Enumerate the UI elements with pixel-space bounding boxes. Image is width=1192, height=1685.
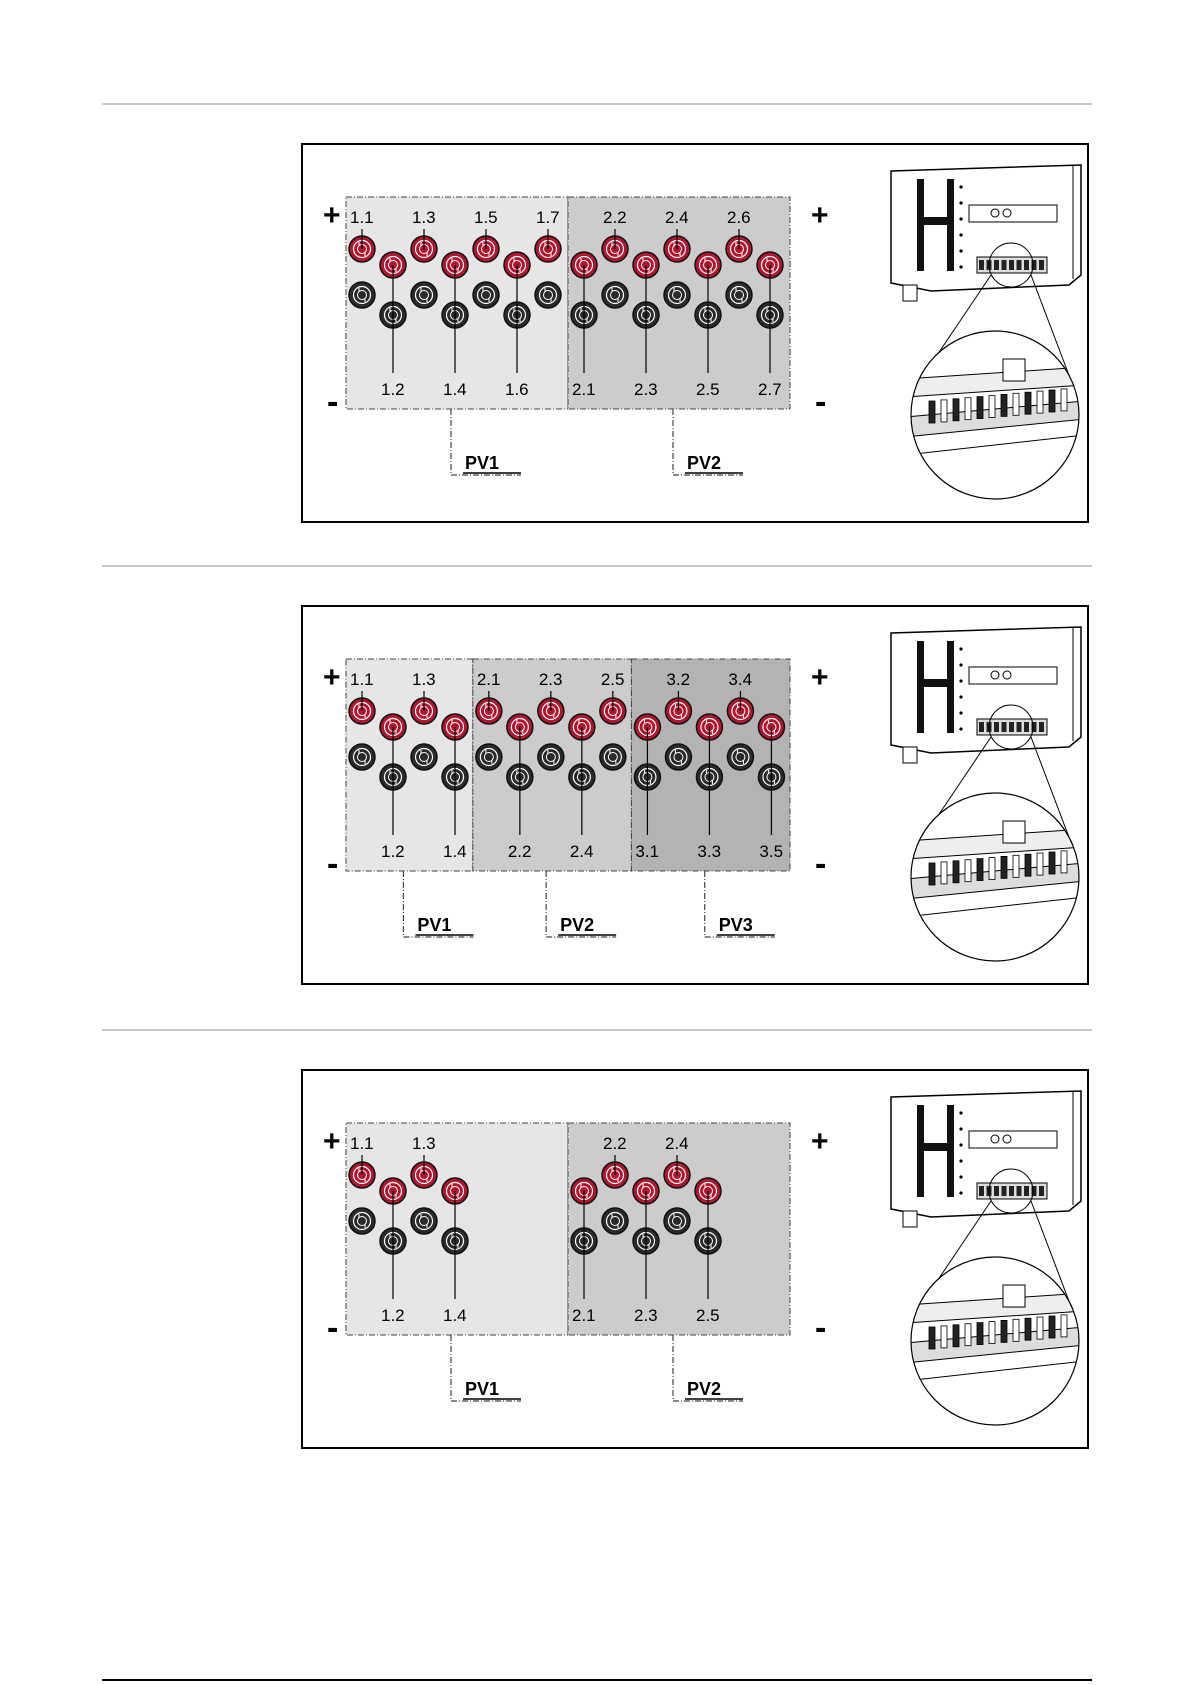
- minus-connector: [476, 744, 502, 770]
- connector-label: 2.5: [696, 380, 720, 399]
- minus-connector: [600, 744, 626, 770]
- connector-label: 3.5: [759, 842, 784, 861]
- connector-pair-3.4: [727, 670, 753, 770]
- minus-connector: [473, 282, 499, 308]
- connector-label: 2.5: [696, 1306, 720, 1325]
- display-panel: [969, 205, 1057, 222]
- connector-label: 2.3: [634, 380, 658, 399]
- connector-label: 1.2: [381, 380, 405, 399]
- minus-sign: -: [815, 845, 827, 883]
- connector-label: 2.1: [476, 670, 501, 689]
- connector-label: 2.1: [572, 380, 596, 399]
- minus-connector: [602, 1208, 628, 1234]
- connector-diagram-fig3: [303, 1071, 1087, 1447]
- zoomed-detail: [905, 787, 1085, 967]
- connector-label: 1.1: [350, 208, 374, 227]
- connector-pair-1.1: [349, 1134, 375, 1234]
- connector-label: 2.3: [538, 670, 563, 689]
- pv-label: PV1: [465, 1379, 500, 1399]
- pv-label: PV3: [718, 915, 753, 935]
- inverter-illustration: [891, 1091, 1085, 1431]
- connector-label: 1.6: [505, 380, 529, 399]
- figure-fig2: [301, 605, 1089, 985]
- connector-pair-2.6: [726, 208, 752, 308]
- connector-label: 3.2: [666, 670, 691, 689]
- connector-label: 2.5: [600, 670, 625, 689]
- connector-pair-2.2: [602, 1134, 628, 1234]
- minus-sign: -: [327, 383, 339, 421]
- plus-sign: +: [811, 661, 829, 694]
- group-pv1: [346, 659, 473, 937]
- minus-connector: [349, 1208, 375, 1234]
- plus-sign: +: [811, 1125, 829, 1158]
- connector-label: 1.4: [443, 1306, 467, 1325]
- minus-connector: [411, 744, 437, 770]
- connector-pair-1.3: [411, 670, 437, 770]
- mounting-foot: [903, 1211, 917, 1227]
- minus-connector: [349, 282, 375, 308]
- minus-sign: -: [815, 383, 827, 421]
- minus-connector: [665, 744, 691, 770]
- connector-label: 1.3: [412, 1134, 436, 1153]
- inverter-illustration: [891, 627, 1085, 967]
- connector-pair-1.7: [535, 208, 561, 308]
- connector-label: 2.4: [569, 842, 594, 861]
- plus-sign: +: [323, 661, 341, 694]
- connector-label: 3.4: [728, 670, 753, 689]
- group-pv1: [346, 1123, 568, 1401]
- section-divider-1: [102, 103, 1092, 105]
- connector-pair-2.1: [476, 670, 502, 770]
- pv-label: PV1: [465, 453, 500, 473]
- pv-label: PV2: [687, 453, 722, 473]
- group-pv2: [473, 659, 632, 937]
- connector-pair-2.4: [664, 208, 690, 308]
- connector-pair-2.5: [600, 670, 626, 770]
- figure-fig1: [301, 143, 1089, 523]
- group-pv2: [568, 197, 790, 475]
- inverter-illustration: [891, 165, 1085, 505]
- zoomed-detail: [905, 325, 1085, 505]
- plus-sign: +: [811, 199, 829, 232]
- connector-pair-1.1: [349, 208, 375, 308]
- minus-connector: [726, 282, 752, 308]
- group-pv3: [631, 659, 790, 937]
- connector-label: 3.3: [697, 842, 722, 861]
- connector-label: 3.1: [635, 842, 660, 861]
- connector-label: 2.2: [507, 842, 532, 861]
- group-pv2: [568, 1123, 790, 1401]
- minus-connector: [664, 282, 690, 308]
- connector-label: 1.7: [536, 208, 560, 227]
- cooling-fin: [917, 179, 924, 271]
- cooling-fin: [917, 1105, 924, 1197]
- connector-diagram-fig2: [303, 607, 1087, 983]
- display-panel: [969, 1131, 1057, 1148]
- connector-label: 1.4: [443, 380, 467, 399]
- minus-sign: -: [327, 1309, 339, 1347]
- connector-label: 2.6: [727, 208, 751, 227]
- connector-pair-1.3: [411, 1134, 437, 1234]
- minus-connector: [411, 1208, 437, 1234]
- pv-label: PV2: [560, 915, 595, 935]
- connector-pair-2.4: [664, 1134, 690, 1234]
- plus-sign: +: [323, 199, 341, 232]
- group-pv1: [346, 197, 568, 475]
- minus-sign: -: [815, 1309, 827, 1347]
- connector-label: 1.2: [381, 1306, 405, 1325]
- pv-label: PV2: [687, 1379, 722, 1399]
- minus-connector: [538, 744, 564, 770]
- connector-pair-1.1: [349, 670, 375, 770]
- connector-label: 2.1: [572, 1306, 596, 1325]
- pv-label: PV1: [417, 915, 452, 935]
- connector-label: 1.1: [350, 1134, 374, 1153]
- connector-label: 1.3: [412, 208, 436, 227]
- connector-label: 2.4: [665, 208, 689, 227]
- connector-label: 2.2: [603, 208, 627, 227]
- mounting-foot: [903, 285, 917, 301]
- connector-label: 2.7: [758, 380, 782, 399]
- connector-pair-1.5: [473, 208, 499, 308]
- mounting-foot: [903, 747, 917, 763]
- figure-fig3: [301, 1069, 1089, 1449]
- cooling-fin: [917, 641, 924, 733]
- connector-pair-2.2: [602, 208, 628, 308]
- minus-connector: [602, 282, 628, 308]
- connector-label: 1.4: [443, 842, 467, 861]
- connector-label: 2.2: [603, 1134, 627, 1153]
- connector-label: 2.3: [634, 1306, 658, 1325]
- plus-sign: +: [323, 1125, 341, 1158]
- connector-pair-3.2: [665, 670, 691, 770]
- minus-connector: [727, 744, 753, 770]
- connector-label: 1.2: [381, 842, 405, 861]
- minus-sign: -: [327, 845, 339, 883]
- minus-connector: [349, 744, 375, 770]
- minus-connector: [664, 1208, 690, 1234]
- page-footer-line: [102, 1679, 1092, 1681]
- connector-diagram-fig1: [303, 145, 1087, 521]
- connector-label: 2.4: [665, 1134, 689, 1153]
- minus-connector: [411, 282, 437, 308]
- zoomed-detail: [905, 1251, 1085, 1431]
- connector-label: 1.5: [474, 208, 498, 227]
- section-divider-2: [102, 565, 1092, 567]
- minus-connector: [535, 282, 561, 308]
- connector-label: 1.1: [350, 670, 374, 689]
- connector-pair-1.3: [411, 208, 437, 308]
- connector-label: 1.3: [412, 670, 436, 689]
- connector-pair-2.3: [538, 670, 564, 770]
- section-divider-3: [102, 1029, 1092, 1031]
- display-panel: [969, 667, 1057, 684]
